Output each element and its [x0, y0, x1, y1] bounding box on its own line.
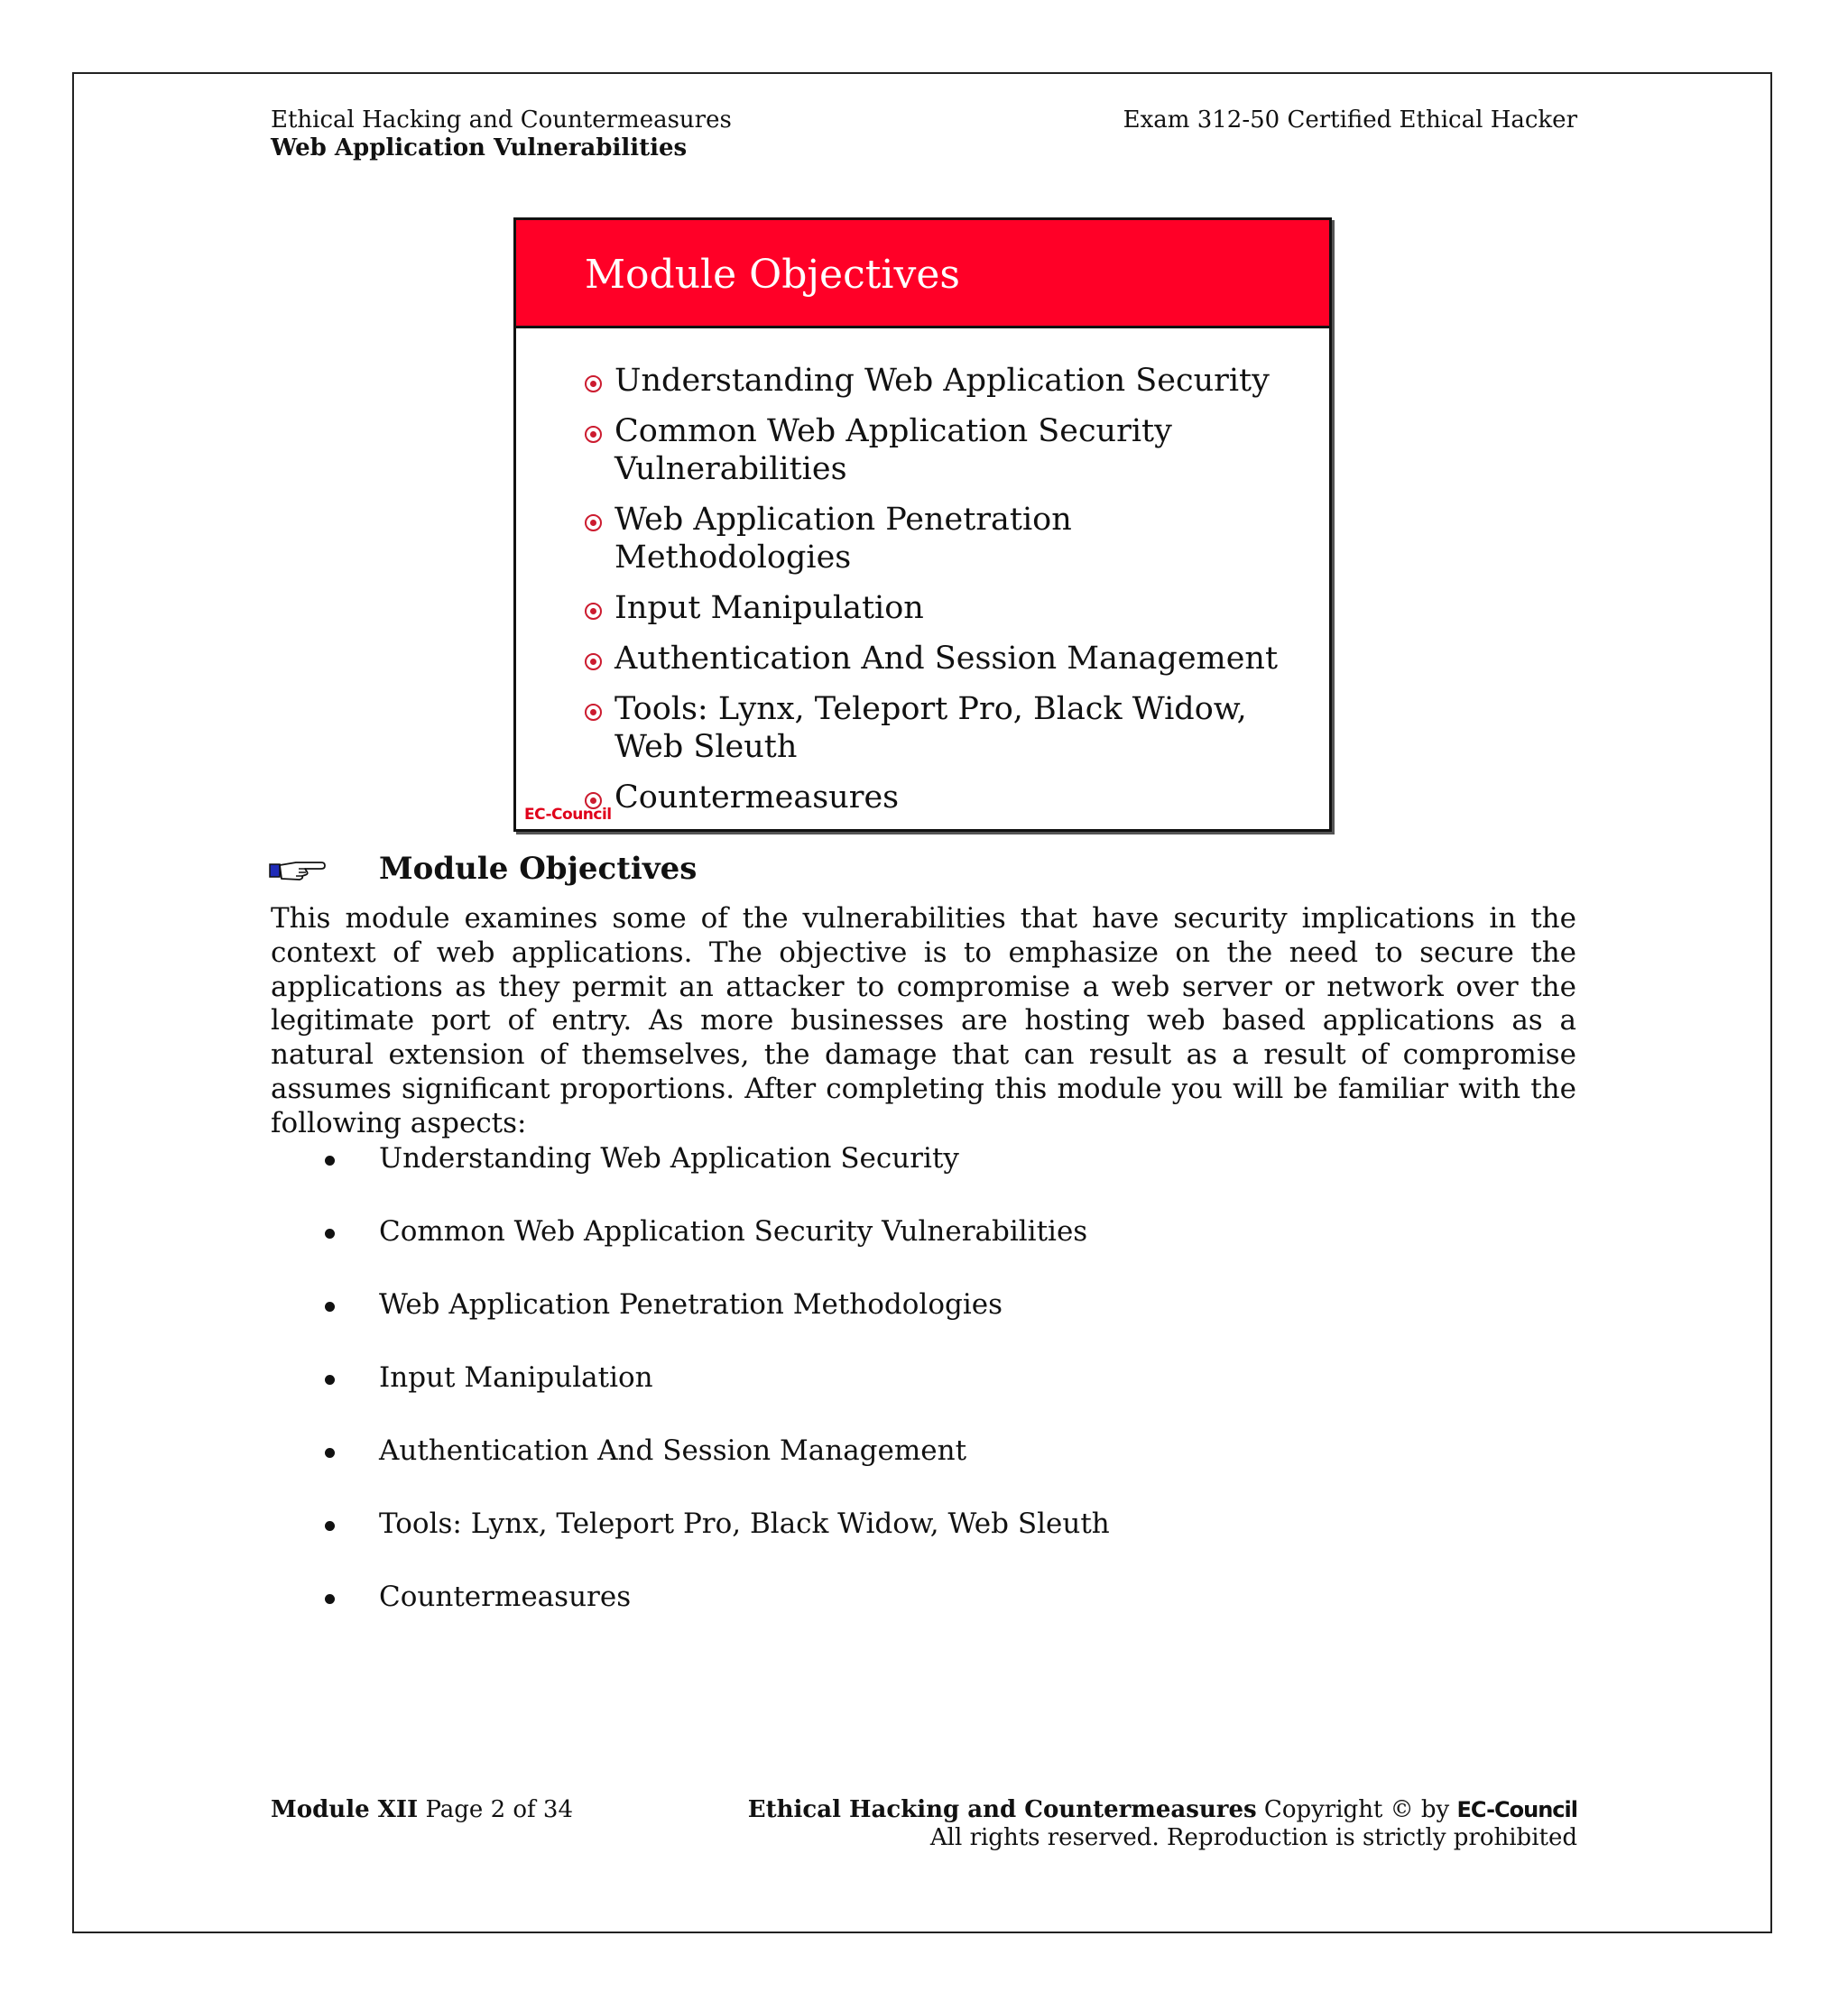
slide-list-item: Understanding Web Application Security: [585, 362, 1307, 400]
page-footer-right: [748, 1796, 1577, 1852]
bullet-dot-icon: [325, 1229, 335, 1239]
list-item: Web Application Penetration Methodologies: [271, 1286, 1534, 1360]
list-item: Countermeasures: [271, 1579, 1534, 1652]
list-item: Understanding Web Application Security: [271, 1140, 1534, 1213]
slide-header: [516, 220, 1329, 328]
circle-bullet-icon: [585, 653, 602, 670]
list-item: Authentication And Session Management: [271, 1433, 1534, 1506]
bullet-dot-icon: [325, 1302, 335, 1312]
course-title: Ethical Hacking and Countermeasures: [271, 106, 732, 134]
slide-list-item: Countermeasures: [585, 779, 1307, 816]
bullet-dot-icon: [325, 1521, 335, 1531]
slide-brand-logo: EC-Council: [524, 806, 612, 824]
slide-list-item: Common Web Application Security Vulnerabilities: [585, 412, 1307, 488]
page-number: Page 2 of 34: [425, 1796, 574, 1823]
bullet-dot-icon: [325, 1375, 335, 1385]
footer-brand-logo: EC-Council: [1456, 1797, 1577, 1822]
bullet-dot-icon: [325, 1594, 335, 1604]
bullet-dot-icon: [325, 1156, 335, 1166]
slide-list-item: Input Manipulation: [585, 589, 1307, 627]
page-header-left: [271, 106, 732, 162]
module-label: Module XII: [271, 1796, 419, 1823]
slide-list-item: Web Application Penetration Methodologies: [585, 501, 1307, 576]
circle-bullet-icon: [585, 426, 602, 443]
circle-bullet-icon: [585, 375, 602, 392]
intro-paragraph: This module examines some of the vulnerabilities that have security implications in the context of web applications. The objective is to emphasize on the need to secure the applications as they permit an attacker to compromise a web server or network over the legitimate port of entry. As more businesses are hosting web based applications as a natural extension of themselves, the damage that can result as a result of compromise assumes significant proportions. After completing this module you will be familiar with the following aspects:: [271, 902, 1576, 1139]
section-title: Module Objectives: [379, 851, 698, 887]
slide-title: Module Objectives: [585, 252, 960, 298]
module-objectives-slide: [513, 217, 1332, 832]
slide-objectives-list: [585, 362, 1307, 829]
list-item: Common Web Application Security Vulnerabilities: [271, 1213, 1534, 1286]
rights-notice: All rights reserved. Reproduction is strictly prohibited: [929, 1824, 1577, 1851]
objectives-list: [271, 1140, 1534, 1652]
exam-title: Exam 312-50 Certified Ethical Hacker: [1123, 106, 1577, 134]
bullet-dot-icon: [325, 1448, 335, 1458]
circle-bullet-icon: [585, 704, 602, 721]
footer-course-title: Ethical Hacking and Countermeasures: [747, 1796, 1257, 1823]
module-title: Web Application Vulnerabilities: [271, 134, 688, 161]
pointing-hand-icon: [269, 857, 327, 882]
circle-bullet-icon: [585, 514, 602, 531]
copyright-text: Copyright © by: [1263, 1796, 1450, 1823]
list-item: Tools: Lynx, Teleport Pro, Black Widow, Web Sleuth: [271, 1506, 1534, 1579]
slide-list-item: Tools: Lynx, Teleport Pro, Black Widow, Web Sleuth: [585, 690, 1307, 766]
circle-bullet-icon: [585, 603, 602, 620]
slide-list-item: Authentication And Session Management: [585, 640, 1307, 678]
page-footer-left: [271, 1796, 573, 1824]
list-item: Input Manipulation: [271, 1360, 1534, 1433]
